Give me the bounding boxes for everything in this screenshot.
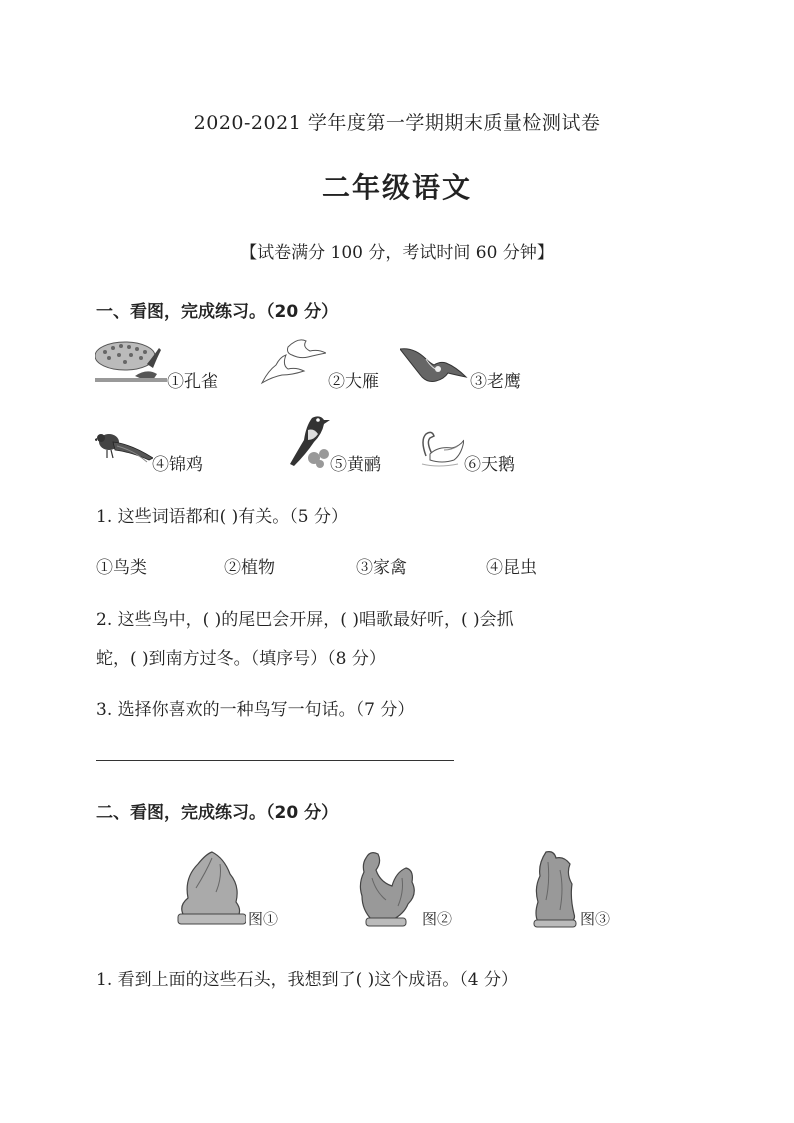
swan-icon (418, 430, 464, 470)
bird-label: ⑥天鹅 (464, 455, 515, 475)
bird-label: ②大雁 (328, 372, 379, 392)
bird-label: ③老鹰 (470, 372, 521, 392)
option-birds: ①鸟类 (96, 558, 147, 578)
section2-heading: 二、看图，完成练习。（20 分） (96, 803, 339, 823)
bird-label: ④锦鸡 (152, 455, 203, 475)
peacock-icon (95, 340, 167, 384)
bird-item-oriole (284, 410, 424, 475)
option-poultry: ③家禽 (356, 558, 407, 578)
bird-item-golden-pheasant (95, 428, 235, 473)
monkey-rock-icon (530, 848, 578, 928)
exam-info: 【试卷满分 100 分，考试时间 60 分钟】 (240, 243, 554, 263)
section1-question-2-line2: 蛇，( )到南方过冬。（填序号）（8 分） (96, 649, 386, 669)
section2-question-1: 1. 看到上面的这些石头，我想到了( )这个成语。（4 分） (96, 970, 519, 990)
rock-item-2 (352, 848, 472, 930)
section1-question-3: 3. 选择你喜欢的一种鸟写一句话。（7 分） (96, 700, 415, 720)
section1-heading: 一、看图，完成练习。（20 分） (96, 302, 339, 322)
rooster-rock-icon (352, 848, 420, 928)
wild-goose-icon (258, 335, 326, 385)
option-insects: ④昆虫 (486, 558, 537, 578)
golden-pheasant-icon (95, 428, 153, 468)
rock-label: 图② (422, 910, 453, 928)
exam-title: 2020-2021 学年度第一学期期末质量检测试卷 (193, 112, 601, 134)
section1-question-1: 1. 这些词语都和( )有关。（5 分） (96, 507, 349, 527)
eagle-icon (400, 343, 468, 387)
bird-label: ①孔雀 (167, 372, 218, 392)
rock-item-1 (176, 848, 296, 930)
oriole-icon (284, 410, 330, 468)
rock-label: 图③ (580, 910, 611, 928)
bird-item-wild-goose (258, 335, 398, 392)
bird-item-peacock (95, 340, 235, 392)
subject-title: 二年级语文 (321, 171, 472, 204)
bird-item-eagle (400, 343, 540, 392)
answer-line[interactable] (96, 760, 454, 761)
section1-question-2-line1: 2. 这些鸟中，( )的尾巴会开屏，( )唱歌最好听，( )会抓 (96, 610, 514, 630)
option-plants: ②植物 (224, 558, 275, 578)
bird-label: ⑤黄鹂 (330, 455, 381, 475)
rock-label: 图① (248, 910, 279, 928)
rock-item-3 (530, 848, 650, 930)
peach-rock-icon (176, 848, 246, 926)
bird-item-swan (418, 430, 558, 475)
q1-options (96, 553, 596, 577)
